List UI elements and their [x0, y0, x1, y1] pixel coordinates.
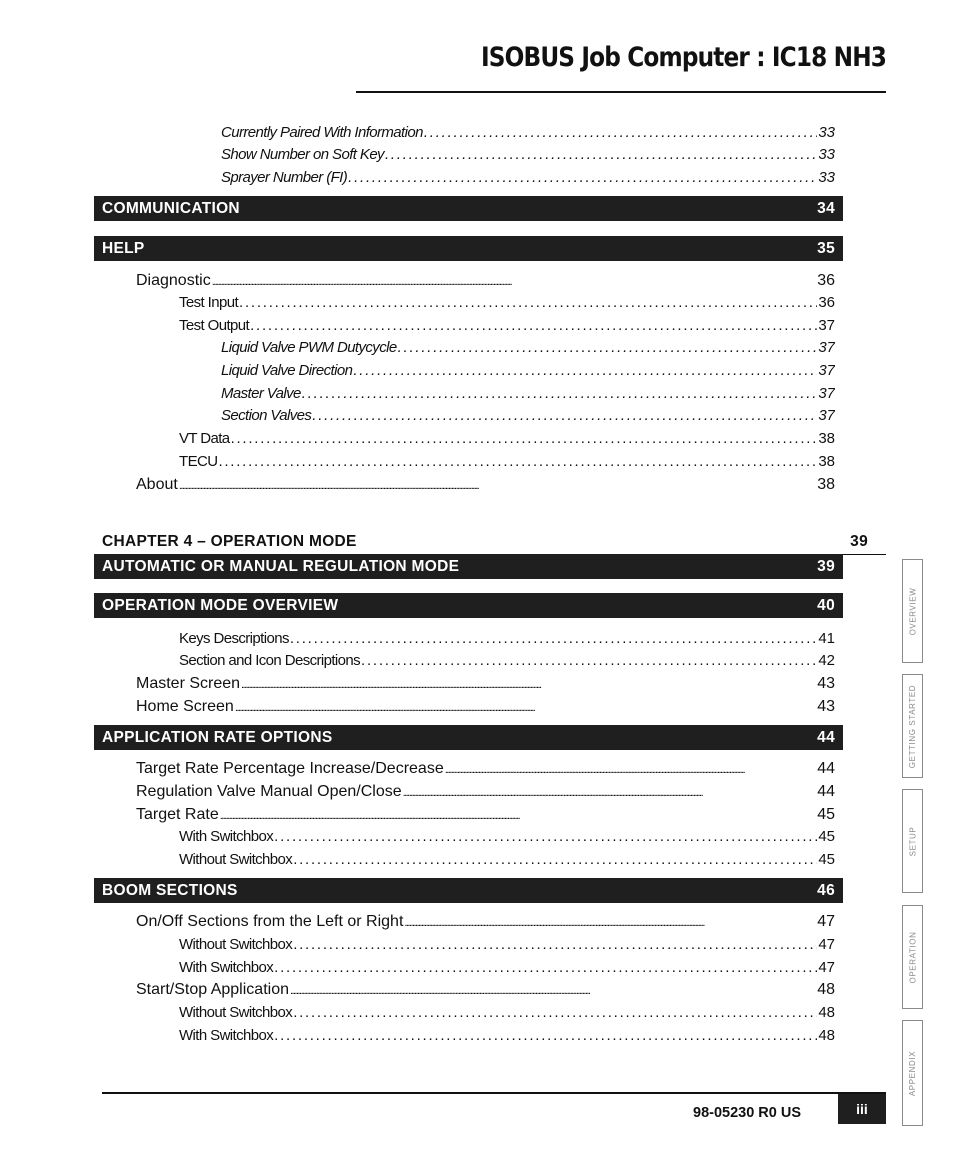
toc-entry-title: TECU — [179, 453, 218, 470]
toc-section-page: 34 — [817, 199, 835, 217]
toc-section-page: 46 — [817, 881, 835, 899]
toc-entry[interactable] — [179, 650, 835, 672]
toc-entry[interactable] — [136, 911, 835, 933]
toc-entry-page: 47 — [818, 959, 835, 976]
toc-entry-title: Master Valve — [221, 385, 301, 402]
toc-entry-title: Start/Stop Application — [136, 981, 289, 998]
toc-leader-dots — [212, 270, 817, 292]
toc-entry[interactable] — [136, 804, 835, 826]
document-title: ISOBUS Job Computer : IC18 NH3 — [480, 42, 886, 73]
toc-entry[interactable] — [136, 758, 835, 780]
toc-entry-page: 45 — [818, 851, 835, 868]
toc-entry[interactable] — [136, 673, 835, 695]
toc-chapter-heading[interactable] — [102, 533, 868, 551]
toc-entry-title: Test Output — [179, 317, 250, 334]
toc-entry[interactable] — [179, 1025, 835, 1047]
toc-entry-title: Without Switchbox — [179, 936, 293, 953]
toc-entry[interactable] — [221, 383, 835, 405]
toc-section-bar[interactable] — [94, 725, 843, 750]
toc-section-bar[interactable] — [94, 878, 843, 903]
toc-entry[interactable] — [179, 1002, 835, 1024]
toc-entry-page: 33 — [818, 124, 835, 141]
toc-entry-title: Sprayer Number (FI) — [221, 169, 348, 186]
toc-entry[interactable] — [221, 405, 835, 427]
toc-entry-title: With Switchbox — [179, 959, 274, 976]
toc-leader-dots — [385, 144, 817, 166]
toc-entry-page: 43 — [817, 675, 835, 692]
toc-entry[interactable] — [221, 360, 835, 382]
toc-entry-page: 38 — [817, 476, 835, 493]
toc-entry[interactable] — [221, 167, 835, 189]
toc-entry-page: 38 — [818, 430, 835, 447]
toc-entry-title: Currently Paired With Information — [221, 124, 423, 141]
document-code: 98-05230 R0 US — [693, 1105, 802, 1121]
toc-entry-page: 37 — [818, 339, 835, 356]
toc-leader-dots — [241, 673, 816, 695]
toc-leader-dots — [445, 758, 816, 780]
toc-entry-page: 36 — [818, 294, 835, 311]
side-tab-label: APPENDIX — [908, 1050, 918, 1096]
toc-entry-page: 47 — [817, 913, 835, 930]
toc-section-bar[interactable] — [94, 196, 843, 221]
side-tab-label: SETUP — [908, 826, 918, 856]
toc-leader-dots — [398, 337, 818, 359]
toc-section-title: HELP — [102, 239, 145, 257]
toc-leader-dots — [218, 451, 817, 473]
toc-entry-page: 42 — [818, 652, 835, 669]
toc-leader-dots — [250, 315, 817, 337]
side-tab-appendix[interactable] — [902, 1020, 923, 1126]
toc-leader-dots — [293, 934, 817, 956]
toc-section-page: 35 — [817, 239, 835, 257]
toc-entry-page: 38 — [818, 453, 835, 470]
side-tab-label: OVERVIEW — [908, 587, 917, 635]
toc-leader-dots — [179, 474, 816, 496]
toc-entry-page: 37 — [818, 407, 835, 424]
toc-entry-page: 48 — [818, 1027, 835, 1044]
toc-section-title: OPERATION MODE OVERVIEW — [102, 596, 339, 614]
toc-section-bar[interactable] — [94, 554, 843, 579]
side-tab-operation[interactable] — [902, 905, 923, 1009]
toc-leader-dots — [231, 428, 818, 450]
toc-entry[interactable] — [221, 337, 835, 359]
toc-leader-dots — [220, 804, 816, 826]
toc-entry-page: 45 — [818, 828, 835, 845]
toc-entry-page: 43 — [817, 698, 835, 715]
toc-entry-page: 33 — [818, 146, 835, 163]
toc-entry-page: 33 — [818, 169, 835, 186]
side-tab-label: OPERATION — [908, 931, 917, 983]
toc-leader-dots — [290, 628, 817, 650]
toc-entry[interactable] — [136, 979, 835, 1001]
toc-section-bar[interactable] — [94, 236, 843, 261]
toc-leader-dots — [239, 292, 817, 314]
toc-entry-title: Section and Icon Descriptions — [179, 652, 361, 669]
toc-entry-title: Master Screen — [136, 675, 241, 692]
toc-leader-dots — [235, 696, 816, 718]
toc-leader-dots — [424, 122, 817, 144]
toc-section-bar[interactable] — [94, 593, 843, 618]
toc-section-page: 39 — [817, 557, 835, 575]
toc-entry-page: 37 — [818, 362, 835, 379]
toc-entry-title: Section Valves — [221, 407, 312, 424]
side-tab-overview[interactable] — [902, 559, 923, 663]
toc-leader-dots — [293, 849, 817, 871]
toc-entry[interactable] — [136, 474, 835, 496]
toc-entry[interactable] — [179, 826, 835, 848]
toc-entry-title: Test Input — [179, 294, 239, 311]
toc-entry-page: 44 — [817, 760, 835, 777]
toc-entry-title: Without Switchbox — [179, 851, 293, 868]
toc-entry-title: Regulation Valve Manual Open/Close — [136, 783, 402, 800]
toc-leader-dots — [348, 167, 817, 189]
toc-entry-page: 45 — [817, 806, 835, 823]
toc-entry-title: With Switchbox — [179, 1027, 274, 1044]
toc-entry-title: Liquid Valve PWM Dutycycle — [221, 339, 397, 356]
toc-entry-page: 37 — [818, 317, 835, 334]
toc-entry[interactable] — [221, 144, 835, 166]
toc-leader-dots — [290, 979, 816, 1001]
toc-section-title: COMMUNICATION — [102, 199, 240, 217]
toc-leader-dots — [403, 781, 817, 803]
toc-entry[interactable] — [221, 122, 835, 144]
toc-entry-title: VT Data — [179, 430, 230, 447]
toc-entry[interactable] — [136, 696, 835, 718]
toc-entry-page: 44 — [817, 783, 835, 800]
toc-entry[interactable] — [179, 451, 835, 473]
toc-entry-page: 37 — [818, 385, 835, 402]
toc-entry-title: Keys Descriptions — [179, 630, 289, 647]
toc-entry-page: 48 — [817, 981, 835, 998]
toc-entry[interactable] — [179, 628, 835, 650]
toc-entry-title: Without Switchbox — [179, 1004, 293, 1021]
toc-section-title: BOOM SECTIONS — [102, 881, 238, 899]
footer-rule — [102, 1092, 886, 1094]
toc-entry-title: On/Off Sections from the Left or Right — [136, 913, 404, 930]
toc-entry-title: Target Rate Percentage Increase/Decrease — [136, 760, 444, 777]
side-tab-label: GETTING STARTED — [908, 684, 917, 768]
toc-entry[interactable] — [179, 428, 835, 450]
toc-entry-page: 36 — [817, 272, 835, 289]
toc-leader-dots — [404, 911, 816, 933]
side-tab-setup[interactable] — [902, 789, 923, 893]
toc-entry-title: Show Number on Soft Key — [221, 146, 384, 163]
toc-entry[interactable] — [179, 934, 835, 956]
toc-section-page: 40 — [817, 596, 835, 614]
toc-entry[interactable] — [179, 849, 835, 871]
toc-entry[interactable] — [179, 957, 835, 979]
toc-leader-dots — [302, 383, 818, 405]
toc-entry-page: 47 — [818, 936, 835, 953]
toc-chapter-page: 39 — [850, 533, 868, 550]
toc-entry-page: 41 — [818, 630, 835, 647]
page-number: iii — [838, 1094, 886, 1124]
toc-entry-title: Diagnostic — [136, 272, 211, 289]
toc-section-title: AUTOMATIC OR MANUAL REGULATION MODE — [102, 557, 460, 575]
toc-entry-page: 48 — [818, 1004, 835, 1021]
toc-entry[interactable] — [179, 292, 835, 314]
toc-section-title: APPLICATION RATE OPTIONS — [102, 728, 333, 746]
toc-leader-dots — [293, 1002, 817, 1024]
toc-entry[interactable] — [136, 781, 835, 803]
toc-chapter-title: CHAPTER 4 – OPERATION MODE — [102, 533, 357, 550]
toc-entry-title: With Switchbox — [179, 828, 274, 845]
toc-entry[interactable] — [179, 315, 835, 337]
toc-leader-dots — [274, 957, 817, 979]
toc-leader-dots — [353, 360, 817, 382]
toc-entry-title: Target Rate — [136, 806, 219, 823]
toc-leader-dots — [361, 650, 817, 672]
toc-entry-title: Liquid Valve Direction — [221, 362, 353, 379]
toc-entry-title: About — [136, 476, 178, 493]
side-tab-getting-started[interactable] — [902, 674, 923, 778]
toc-entry-title: Home Screen — [136, 698, 234, 715]
toc-leader-dots — [274, 826, 817, 848]
toc-entry[interactable] — [136, 270, 835, 292]
toc-section-page: 44 — [817, 728, 835, 746]
toc-leader-dots — [312, 405, 817, 427]
toc-leader-dots — [274, 1025, 817, 1047]
